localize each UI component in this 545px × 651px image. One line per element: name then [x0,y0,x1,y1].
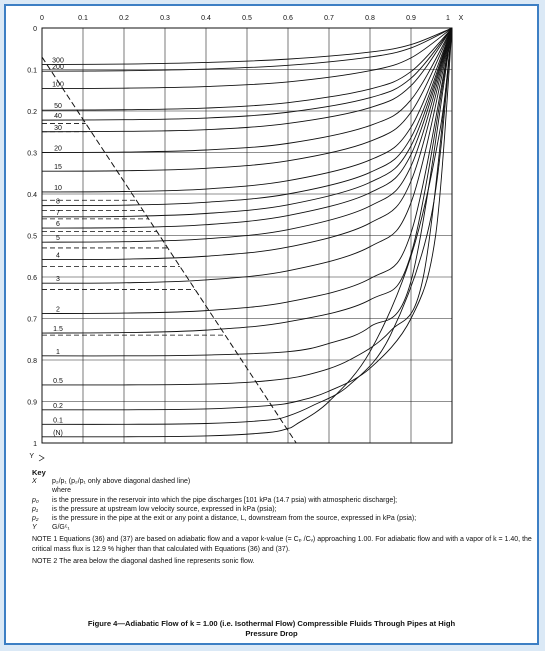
curve-label: 0.2 [53,402,63,410]
x-tick-label: 0.1 [78,15,88,22]
x-tick-label: 0.7 [324,15,334,22]
curve-label: 3 [56,276,60,284]
key-symbol: X [32,478,37,486]
y-tick-label: 0.6 [27,275,37,282]
curve-label: 15 [54,164,62,172]
curve-label: 300 [52,57,64,65]
figure-caption [16,619,527,639]
key-symbol: p₂ [32,515,39,523]
y-tick-label: 0.1 [27,67,37,75]
key-text: is the pressure in the reservoir into which the pipe discharges [101 kPa (14.7 psia) with atmospheric discharge]; [52,496,398,504]
key-text: where [52,487,72,495]
curve-label: 7 [56,209,60,217]
y-axis-label: Y [29,453,34,460]
curve-label: 30 [54,124,62,132]
curve-label: 4 [56,252,60,260]
key-symbol: Y [32,524,37,532]
curve-label: (N) [53,429,63,437]
curve-label: 8 [56,198,60,206]
key-symbol: p₀ [32,496,39,504]
y-tick-label: 0.2 [27,109,37,116]
caption-line-1: Figure 4—Adiabatic Flow of k = 1.00 (i.e. Isothermal Flow) Compressible Fluids Through Pipes at High [87,619,456,628]
x-tick-label: 0.4 [201,15,211,22]
key-text: p₂/p₁ (p₂/p₁ only above diagonal dashed line) [52,478,191,486]
curve-label: 50 [54,103,62,111]
key-symbol: p₁ [32,505,39,513]
y-tick-label: 1 [33,441,37,448]
key-row-p1 [32,505,532,514]
curve-label: 6 [56,221,60,229]
curve-label: 1.5 [53,326,63,334]
y-tick-label: 0.5 [27,233,37,241]
note-1: NOTE 1 Equations (36) and (37) are based on adiabatic flow and a vapor k-value (= Cₚ /Cᵥ) approaching 1.00. For adiabatic flow and with a vapor of k = 1.40, the critical mass flux is 12.9 % higher than that calculated with Equations (36) and (37). [32,536,532,553]
curve-label: 200 [52,64,64,72]
key-row-p2 [32,514,532,523]
key-text: is the pressure in the pipe at the exit or any point a distance, L, downstream from the source, expressed in kPa (psia); [52,515,417,523]
key-text: G/Gᶜ₁ [52,524,70,532]
key-row-x [32,477,532,486]
x-tick-label: 0.5 [242,15,252,22]
caption-line-2: Pressure Drop [245,629,298,638]
y-tick-label: 0.4 [27,192,37,199]
curve-label: 40 [54,113,62,121]
key-row-y [32,523,532,532]
curve-label: 5 [56,235,60,243]
x-tick-label: 0.8 [365,15,375,22]
chart-area [6,6,537,464]
curve-label: 100 [52,81,64,89]
key-row-p0 [32,496,532,505]
x-tick-label: 0 [40,15,44,22]
x-tick-label: 0.9 [406,15,416,22]
curve-label: 0.1 [53,417,63,425]
key-row-where [32,486,532,495]
curve-label: 10 [54,184,62,192]
curve-label: 2 [56,306,60,314]
y-axis-arrow [39,455,44,461]
curve-label: 20 [54,145,62,153]
x-tick-label: 0.3 [160,15,170,22]
y-tick-label: 0.7 [27,316,37,324]
document-frame [4,4,539,645]
curve-label: 0.5 [53,377,63,385]
y-tick-label: 0 [33,26,37,33]
y-tick-label: 0.3 [27,150,37,158]
curve-label: 1 [56,348,60,356]
chart-key [32,468,532,566]
key-symbol [32,486,52,495]
flow-chart [6,6,537,464]
y-tick-label: 0.8 [27,358,37,365]
x-tick-label: 0.2 [119,15,129,22]
y-tick-label: 0.9 [27,399,37,407]
key-heading: Key [32,468,46,477]
key-text: is the pressure at upstream low velocity source, expressed in kPa (psia); [52,505,277,513]
note-2: NOTE 2 The area below the diagonal dashed line represents sonic flow. [32,557,255,565]
x-tick-label: 0.6 [283,15,293,22]
x-axis-label: X [458,15,464,22]
x-tick-label: 1 [446,15,450,22]
